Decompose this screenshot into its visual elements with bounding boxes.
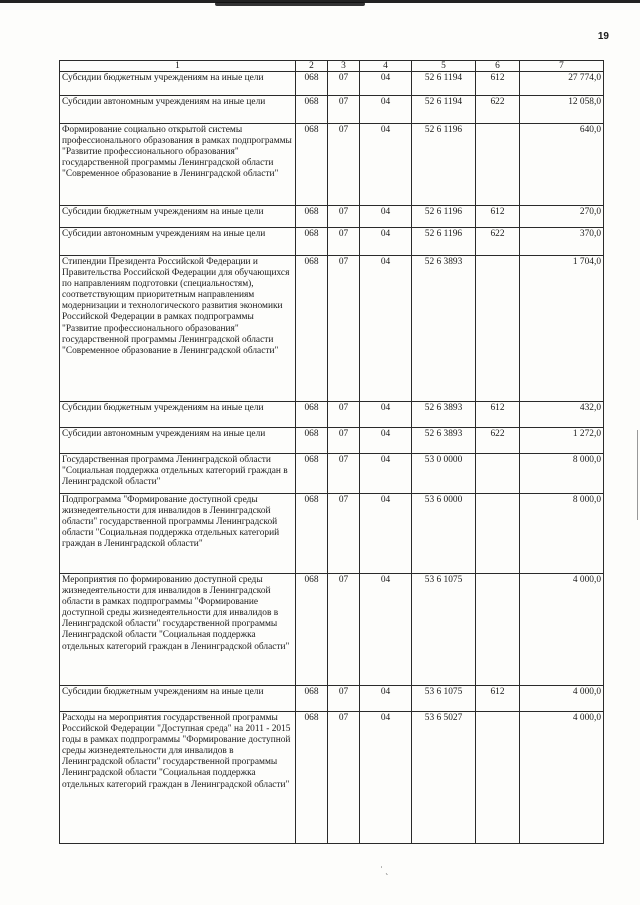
table-row xyxy=(60,256,604,402)
row-subsection: 04 xyxy=(360,96,412,124)
row-section: 07 xyxy=(328,574,360,686)
row-amount: 4 000,0 xyxy=(520,686,604,712)
row-section: 07 xyxy=(328,428,360,454)
row-subsection: 04 xyxy=(360,686,412,712)
row-expense-type xyxy=(476,712,520,844)
header-col-2: 2 xyxy=(296,61,328,72)
row-target-article: 52 6 1196 xyxy=(412,228,476,256)
row-name: Стипендии Президента Российской Федерации и Правительства Российской Федерации для обучающихся по направлениям подготовки (специальностям), соответствующим приоритетным направлениям модернизации и технологического развития экономики Российской Федерации в рамках подпрограммы "Развитие профессионального образования" государственной программы Ленинградской области "Современное образование в Ленинградской области" xyxy=(60,256,296,402)
scan-edge-mark xyxy=(637,430,638,520)
scan-smudge xyxy=(215,2,365,6)
row-name: Формирование социально открытой системы профессионального образования в рамках подпрограммы "Развитие профессионального образования" государственной программы Ленинградской области "Современное образование в Ленинградской области" xyxy=(60,124,296,206)
row-section: 07 xyxy=(328,256,360,402)
row-amount: 8 000,0 xyxy=(520,494,604,574)
table-row xyxy=(60,72,604,96)
row-section: 07 xyxy=(328,72,360,96)
row-name: Субсидии бюджетным учреждениям на иные цели xyxy=(60,402,296,428)
row-name: Субсидии бюджетным учреждениям на иные цели xyxy=(60,206,296,228)
header-col-3: 3 xyxy=(328,61,360,72)
row-target-article: 52 6 1194 xyxy=(412,96,476,124)
row-subsection: 04 xyxy=(360,206,412,228)
row-ministry-code: 068 xyxy=(296,256,328,402)
table-row xyxy=(60,574,604,686)
row-subsection: 04 xyxy=(360,228,412,256)
row-expense-type xyxy=(476,454,520,494)
row-ministry-code: 068 xyxy=(296,454,328,494)
row-expense-type: 612 xyxy=(476,72,520,96)
table-row xyxy=(60,124,604,206)
row-ministry-code: 068 xyxy=(296,494,328,574)
row-target-article: 53 6 1075 xyxy=(412,574,476,686)
row-target-article: 53 0 0000 xyxy=(412,454,476,494)
row-expense-type: 612 xyxy=(476,686,520,712)
row-expense-type: 622 xyxy=(476,96,520,124)
page-number: 19 xyxy=(597,31,609,42)
row-name: Субсидии автономным учреждениям на иные цели xyxy=(60,96,296,124)
row-target-article: 53 6 0000 xyxy=(412,494,476,574)
row-subsection: 04 xyxy=(360,574,412,686)
row-subsection: 04 xyxy=(360,454,412,494)
row-ministry-code: 068 xyxy=(296,96,328,124)
table-row xyxy=(60,686,604,712)
row-name: Субсидии автономным учреждениям на иные цели xyxy=(60,228,296,256)
row-amount: 27 774,0 xyxy=(520,72,604,96)
row-expense-type xyxy=(476,574,520,686)
row-name: Подпрограмма "Формирование доступной среды жизнедеятельности для инвалидов в Ленинградской области" государственной программы Ленинградской области "Социальная поддержка отдельных категорий граждан в Ленинградской области" xyxy=(60,494,296,574)
row-ministry-code: 068 xyxy=(296,124,328,206)
row-target-article: 52 6 1196 xyxy=(412,124,476,206)
row-section: 07 xyxy=(328,96,360,124)
row-expense-type xyxy=(476,494,520,574)
row-subsection: 04 xyxy=(360,256,412,402)
row-expense-type xyxy=(476,256,520,402)
row-section: 07 xyxy=(328,228,360,256)
row-ministry-code: 068 xyxy=(296,72,328,96)
row-section: 07 xyxy=(328,686,360,712)
header-col-6: 6 xyxy=(476,61,520,72)
row-ministry-code: 068 xyxy=(296,574,328,686)
row-amount: 432,0 xyxy=(520,402,604,428)
row-ministry-code: 068 xyxy=(296,402,328,428)
row-target-article: 53 6 5027 xyxy=(412,712,476,844)
row-ministry-code: 068 xyxy=(296,428,328,454)
row-expense-type xyxy=(476,124,520,206)
row-expense-type: 622 xyxy=(476,228,520,256)
row-amount: 4 000,0 xyxy=(520,712,604,844)
row-target-article: 53 6 1075 xyxy=(412,686,476,712)
row-name: Расходы на мероприятия государственной программы Российской Федерации "Доступная среда" на 2011 - 2015 годы в рамках подпрограммы "Формирование доступной среды жизнедеятельности для инвалидов в Ленинградской области" государственной программы Ленинградской области "Социальная поддержка отдельных категорий граждан в Ленинградской области" xyxy=(60,712,296,844)
row-section: 07 xyxy=(328,494,360,574)
scan-dust-mark: ˙ ˎ xyxy=(380,865,389,875)
row-subsection: 04 xyxy=(360,72,412,96)
row-target-article: 52 6 1196 xyxy=(412,206,476,228)
header-col-4: 4 xyxy=(360,61,412,72)
row-amount: 4 000,0 xyxy=(520,574,604,686)
row-expense-type: 612 xyxy=(476,402,520,428)
table-row xyxy=(60,494,604,574)
row-target-article: 52 6 3893 xyxy=(412,402,476,428)
row-ministry-code: 068 xyxy=(296,712,328,844)
row-subsection: 04 xyxy=(360,402,412,428)
header-col-5: 5 xyxy=(412,61,476,72)
row-subsection: 04 xyxy=(360,712,412,844)
row-target-article: 52 6 3893 xyxy=(412,256,476,402)
table-row xyxy=(60,712,604,844)
row-section: 07 xyxy=(328,712,360,844)
row-section: 07 xyxy=(328,206,360,228)
row-amount: 270,0 xyxy=(520,206,604,228)
table-row xyxy=(60,402,604,428)
row-amount: 12 058,0 xyxy=(520,96,604,124)
row-name: Государственная программа Ленинградской области "Социальная поддержка отдельных категорий граждан в Ленинградской области" xyxy=(60,454,296,494)
table-row xyxy=(60,96,604,124)
table-row xyxy=(60,206,604,228)
table-row xyxy=(60,454,604,494)
row-section: 07 xyxy=(328,454,360,494)
row-amount: 370,0 xyxy=(520,228,604,256)
table-row xyxy=(60,228,604,256)
row-name: Субсидии автономным учреждениям на иные цели xyxy=(60,428,296,454)
row-name: Субсидии бюджетным учреждениям на иные цели xyxy=(60,686,296,712)
header-col-1: 1 xyxy=(60,61,296,72)
header-col-7: 7 xyxy=(520,61,604,72)
row-section: 07 xyxy=(328,124,360,206)
row-amount: 8 000,0 xyxy=(520,454,604,494)
table-row xyxy=(60,428,604,454)
row-amount: 1 704,0 xyxy=(520,256,604,402)
budget-table xyxy=(59,60,604,844)
row-amount: 1 272,0 xyxy=(520,428,604,454)
row-expense-type: 622 xyxy=(476,428,520,454)
row-ministry-code: 068 xyxy=(296,686,328,712)
row-subsection: 04 xyxy=(360,428,412,454)
row-target-article: 52 6 3893 xyxy=(412,428,476,454)
table-header-row xyxy=(60,61,604,72)
row-ministry-code: 068 xyxy=(296,206,328,228)
row-expense-type: 612 xyxy=(476,206,520,228)
row-subsection: 04 xyxy=(360,494,412,574)
row-target-article: 52 6 1194 xyxy=(412,72,476,96)
row-name: Мероприятия по формированию доступной среды жизнедеятельности для инвалидов в Ленинградской области в рамках подпрограммы "Формирование доступной среды жизнедеятельности для инвалидов в Ленинградской области" государственной программы Ленинградской области "Социальная поддержка отдельных категорий граждан в Ленинградской области" xyxy=(60,574,296,686)
row-name: Субсидии бюджетным учреждениям на иные цели xyxy=(60,72,296,96)
row-ministry-code: 068 xyxy=(296,228,328,256)
row-subsection: 04 xyxy=(360,124,412,206)
row-amount: 640,0 xyxy=(520,124,604,206)
row-section: 07 xyxy=(328,402,360,428)
